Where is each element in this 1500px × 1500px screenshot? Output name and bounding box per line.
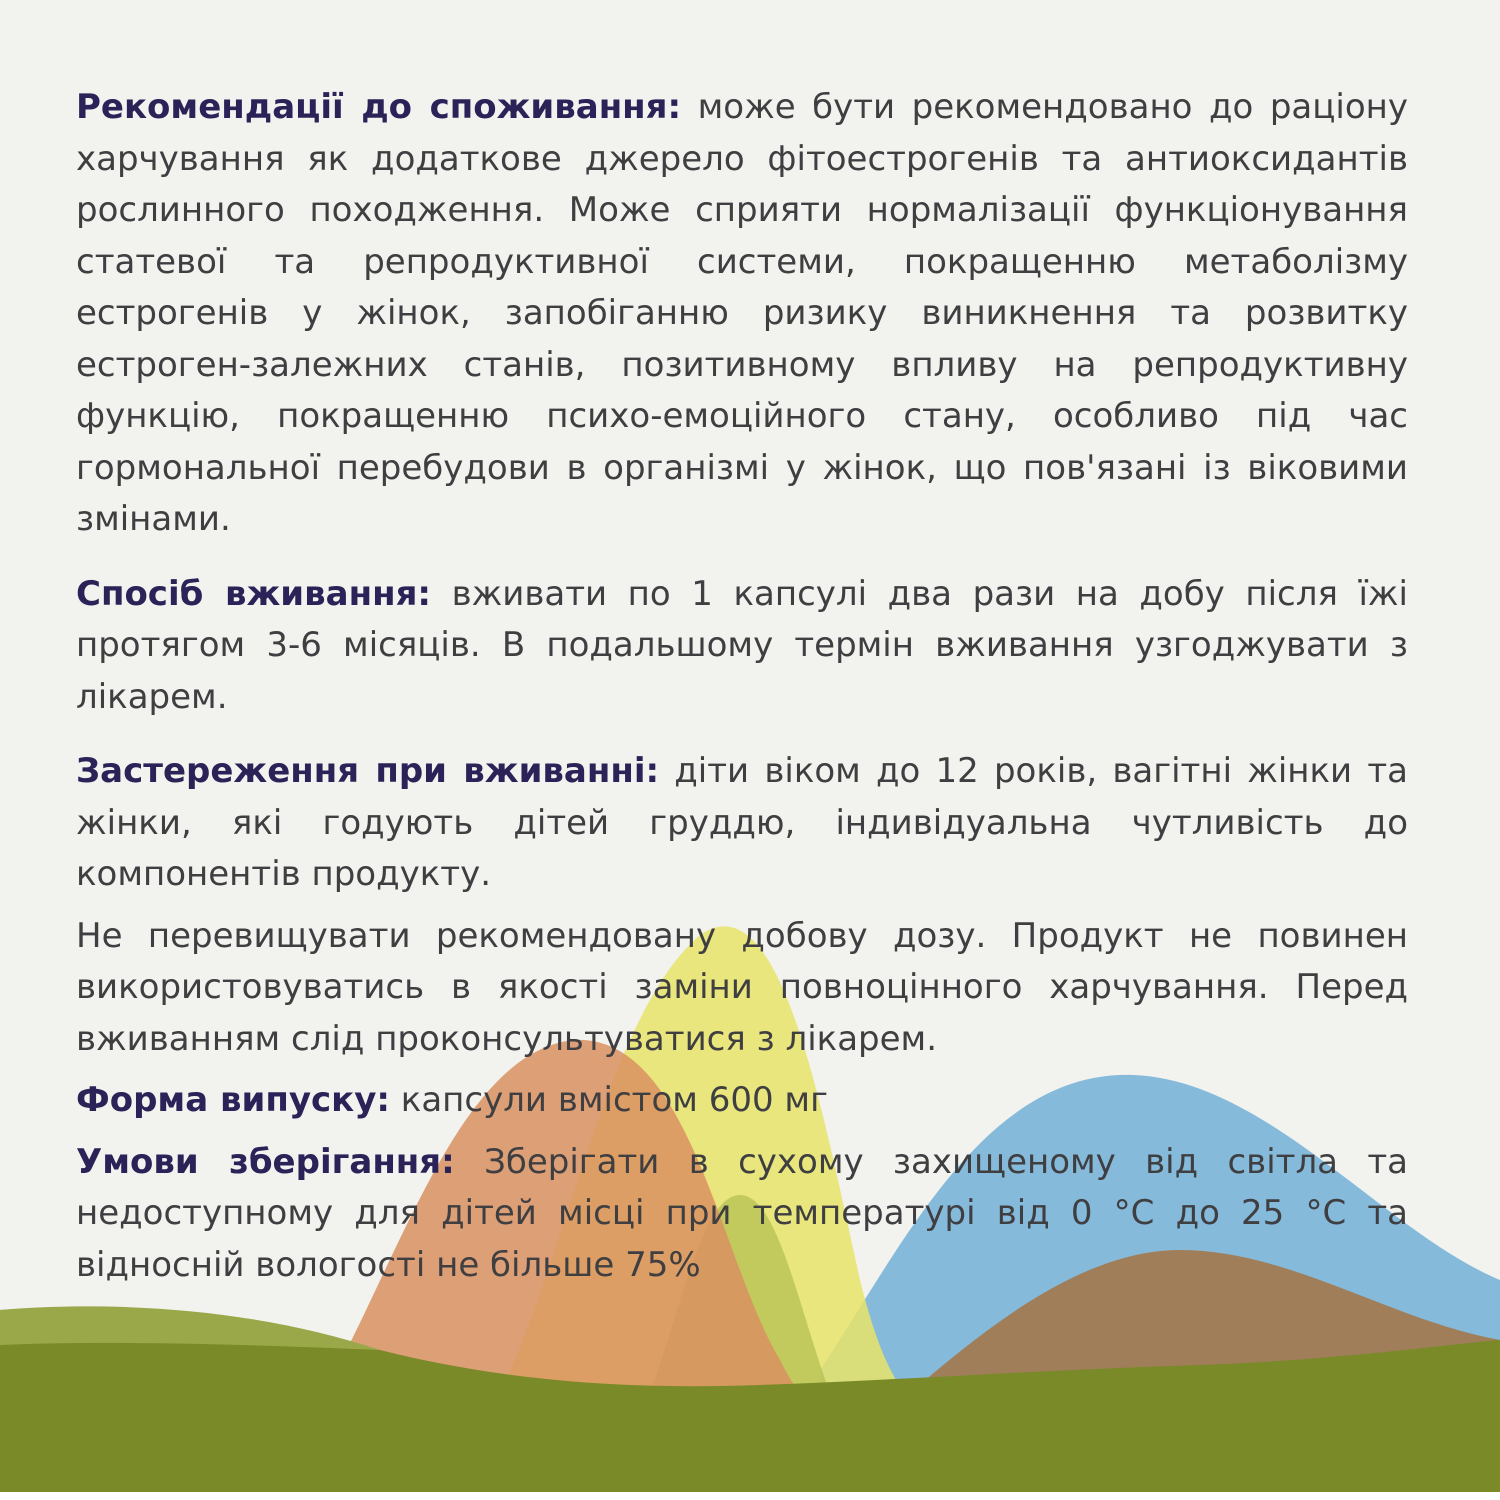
info-text-block bbox=[76, 82, 1408, 1291]
consumption-recommendations bbox=[76, 82, 1408, 546]
section-label: Умови зберігання: bbox=[76, 1141, 455, 1182]
section-label: Застереження при вживанні: bbox=[76, 751, 660, 791]
section-text: Зберігати в сухому захищеному від світла та недоступному для дітей місці при температурі від 0 °С до 25 °С та відносній вологості не більше 75% bbox=[76, 1141, 1408, 1285]
section-text: капсули вмістом 600 мг bbox=[389, 1080, 828, 1120]
dose-notice bbox=[76, 911, 1408, 1066]
section-text: вживати по 1 капсулі два рази на добу після їжі протягом 3-6 місяців. В подальшому термін вживання узгоджувати з лікарем. bbox=[76, 573, 1408, 717]
bottom-edge bbox=[0, 1492, 1500, 1500]
section-text: діти віком до 12 років, вагітні жінки та жінки, які годують дітей груддю, індивідуальна чутливість до компонентів продукту. bbox=[76, 751, 1408, 894]
section-label: Спосіб вживання: bbox=[76, 573, 431, 614]
usage-method bbox=[76, 569, 1408, 724]
warnings bbox=[76, 746, 1408, 901]
storage-conditions bbox=[76, 1137, 1408, 1292]
section-label: Форма випуску: bbox=[76, 1080, 390, 1120]
section-text: може бути рекомендовано до раціону харчування як додаткове джерело фітоестрогенів та антиоксидантів рослинного походження. Може сприяти нормалізації функціонування статевої та репродуктивної системи, покращенню метаболізму естрогенів у жінок, запобіганню ризику виникнення та розвитку естроген-залежних станів, позитивному впливу на репродуктивну функцію, покращенню психо-емоційного стану, особливо під час гормональної перебудови в організмі у жінок, що пов'язані із віковими змінами. bbox=[76, 87, 1408, 539]
release-form bbox=[76, 1075, 1408, 1127]
section-label: Рекомендації до споживання: bbox=[76, 87, 682, 127]
section-text: Не перевищувати рекомендовану добову дозу. Продукт не повинен використовуватись в якості заміни повноцінного харчування. Перед вживанням слід проконсультуватися з лікарем. bbox=[76, 915, 1408, 1059]
